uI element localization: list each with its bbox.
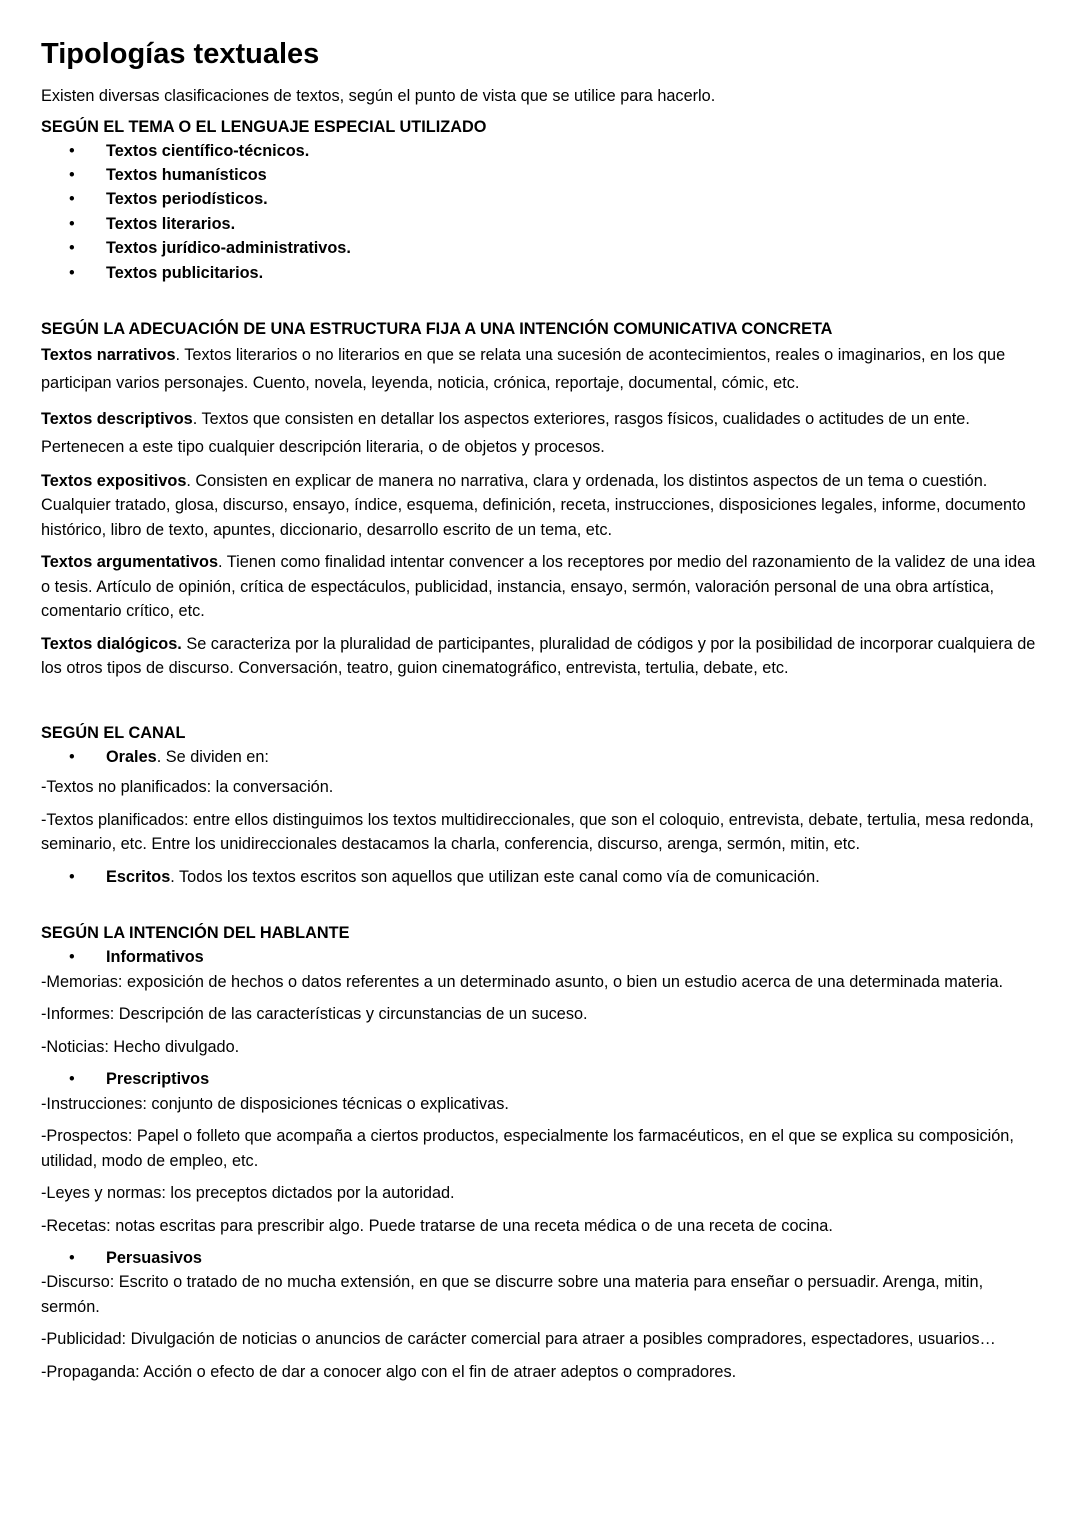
section-estructura [41,317,1041,681]
list-item: • Textos jurídico-administrativos. [41,236,1041,260]
list-item: • Escritos. Todos los textos escritos son aquellos que utilizan este canal como vía de comunicación. [41,865,1041,889]
paragraph: -Noticias: Hecho divulgado. [41,1037,240,1056]
list-item: • Orales. Se dividen en: [41,745,1041,769]
section-heading: SEGÚN EL CANAL [41,723,186,742]
bullet-icon: • [69,190,75,209]
bullet-icon: • [69,867,75,886]
paragraph-dialogicos: Textos dialógicos. Se caracteriza por la pluralidad de participantes, pluralidad de códigos y por la posibilidad de incorporar cualquiera de los otros tipos de discurso. Conversación, teatro, guion cinematográfico, entrevista, tertulia, debate, etc. [41,634,1036,678]
bullet-icon: • [69,263,75,282]
paragraph: -Recetas: notas escritas para prescribir algo. Puede tratarse de una receta médica o de una receta de cocina. [41,1216,833,1235]
paragraph: -Publicidad: Divulgación de noticias o anuncios de carácter comercial para atraer a posibles compradores, espectadores, usuarios… [41,1330,996,1349]
list-item: • Persuasivos [41,1246,1041,1270]
paragraph: -Discurso: Escrito o tratado de no mucha extensión, en que se discurre sobre una materia para enseñar o persuadir. Arenga, mitin, sermón. [41,1273,984,1316]
paragraph-expositivos: Textos expositivos. Consisten en explicar de manera no narrativa, clara y ordenada, los distintos aspectos de un tema o cuestión. Cualquier tratado, glosa, discurso, ensayo, índice, esquema, definición, receta, instrucciones, disposiciones legales, informe, documento histórico, libro de texto, apuntes, diccionario, desarrollo escrito de un tema, etc. [41,471,1026,539]
bullet-icon: • [69,747,75,766]
paragraph: -Instrucciones: conjunto de disposiciones técnicas o explicativas. [41,1094,509,1113]
paragraph: -Informes: Descripción de las características y circunstancias de un suceso. [41,1005,588,1024]
section-heading: SEGÚN EL TEMA O EL LENGUAJE ESPECIAL UTILIZADO [41,117,487,136]
page-title: Tipologías textuales [41,38,320,70]
list-item: • Textos literarios. [41,212,1041,236]
paragraph: -Textos planificados: entre ellos distinguimos los textos multidireccionales, que son el coloquio, entrevista, debate, tertulia, mesa redonda, seminario, etc. Entre los unidireccionales destacamos la charla, conferencia, discurso, arenga, sermón, mitin, etc. [41,810,1034,854]
paragraph: -Leyes y normas: los preceptos dictados por la autoridad. [41,1184,455,1203]
list-item: • Textos científico-técnicos. [41,139,1041,163]
bullet-icon: • [69,1070,75,1089]
list-item: • Textos humanísticos [41,163,1041,187]
paragraph-argumentativos: Textos argumentativos. Tienen como finalidad intentar convencer a los receptores por medio del razonamiento de la validez de una idea o tesis. Artículo de opinión, crítica de espectáculos, publicidad, instancia, ensayo, sermón, valoración personal de una obra artística, comentario crítico, etc. [41,553,1036,621]
section-heading: SEGÚN LA ADECUACIÓN DE UNA ESTRUCTURA FIJA A UNA INTENCIÓN COMUNICATIVA CONCRETA [41,319,833,338]
list-item: • Informativos [41,945,1041,969]
bullet-icon: • [69,948,75,967]
section-canal [41,721,1041,889]
document-page [41,34,1041,1392]
list-item: • Textos periodísticos. [41,187,1041,211]
bullet-icon: • [69,214,75,233]
paragraph: -Memorias: exposición de hechos o datos referentes a un determinado asunto, o bien un estudio acerca de una determinada materia. [41,972,1004,991]
list-item: • Prescriptivos [41,1067,1041,1091]
section-intencion [41,921,1041,1384]
bullet-icon: • [69,1249,75,1268]
paragraph: -Propaganda: Acción o efecto de dar a conocer algo con el fin de atraer adeptos o compradores. [41,1362,737,1381]
section-heading: SEGÚN LA INTENCIÓN DEL HABLANTE [41,924,350,943]
paragraph: -Prospectos: Papel o folleto que acompaña a ciertos productos, especialmente los farmacéuticos, en el que se explica su composición, utilidad, modo de empleo, etc. [41,1127,1014,1170]
list-item: • Textos publicitarios. [41,261,1041,285]
paragraph-descriptivos: Textos descriptivos. Textos que consisten en detallar los aspectos exteriores, rasgos físicos, cualidades o actitudes de un ente. Pertenecen a este tipo cualquier descripción literaria, o de objetos y procesos. [41,409,970,456]
intro-paragraph: Existen diversas clasificaciones de textos, según el punto de vista que se utilice para hacerlo. [41,87,716,105]
bullet-icon: • [69,165,75,184]
bullet-icon: • [69,239,75,258]
paragraph: -Textos no planificados: la conversación. [41,778,334,797]
section-tema [41,115,1041,285]
bullet-list [41,139,1041,285]
paragraph-narrativos: Textos narrativos. Textos literarios o no literarios en que se relata una sucesión de acontecimientos, reales o imaginarios, en los que participan varios personajes. Cuento, novela, leyenda, noticia, crónica, reportaje, documental, cómic, etc. [41,345,1006,392]
bullet-icon: • [69,141,75,160]
